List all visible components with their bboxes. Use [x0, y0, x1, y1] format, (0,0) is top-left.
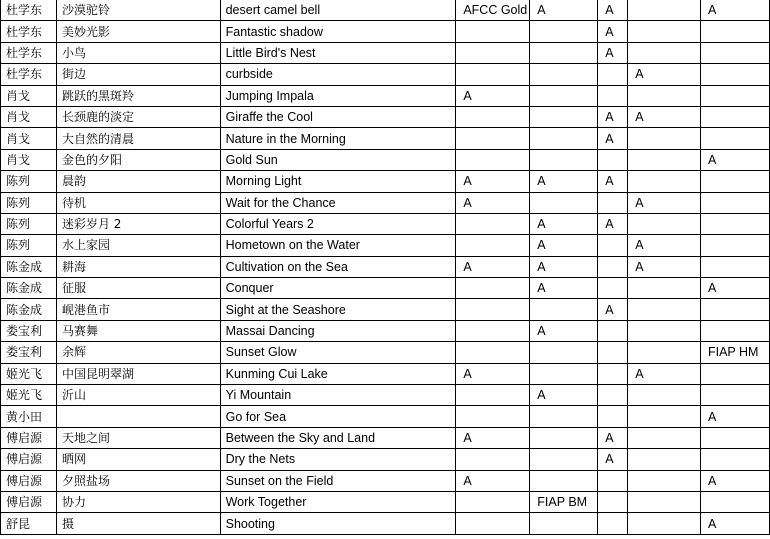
english-title-cell: Sunset on the Field — [220, 470, 456, 491]
chinese-title-cell: 岘港鱼市 — [56, 299, 220, 320]
award-3-cell — [598, 513, 628, 534]
table-row — [1, 171, 770, 192]
award-2-cell — [530, 427, 598, 448]
award-1-cell — [456, 235, 530, 256]
table-row — [1, 106, 770, 127]
author-cell: 傅启源 — [1, 427, 57, 448]
award-1-cell — [456, 385, 530, 406]
award-5-cell: A — [700, 278, 769, 299]
award-1-cell: A — [456, 470, 530, 491]
english-title-cell: Giraffe the Cool — [220, 106, 456, 127]
award-1-cell: AFCC Gold — [456, 0, 530, 21]
author-cell: 杜学东 — [1, 64, 57, 85]
award-2-cell — [530, 513, 598, 534]
award-3-cell — [598, 406, 628, 427]
award-1-cell — [456, 299, 530, 320]
award-4-cell — [628, 406, 701, 427]
chinese-title-cell: 余辉 — [56, 342, 220, 363]
award-1-cell: A — [456, 171, 530, 192]
author-cell: 陈列 — [1, 192, 57, 213]
table-row — [1, 0, 770, 21]
award-1-cell — [456, 128, 530, 149]
english-title-cell: Little Bird's Nest — [220, 42, 456, 63]
award-4-cell — [628, 491, 701, 512]
english-title-cell: Massai Dancing — [220, 320, 456, 341]
award-5-cell — [700, 21, 769, 42]
award-5-cell — [700, 385, 769, 406]
award-4-cell — [628, 85, 701, 106]
award-3-cell — [598, 491, 628, 512]
english-title-cell: Nature in the Morning — [220, 128, 456, 149]
award-3-cell — [598, 192, 628, 213]
award-4-cell — [628, 42, 701, 63]
chinese-title-cell: 街边 — [56, 64, 220, 85]
award-1-cell — [456, 149, 530, 170]
table-row — [1, 406, 770, 427]
author-cell: 陈列 — [1, 235, 57, 256]
award-4-cell — [628, 278, 701, 299]
author-cell: 傅启源 — [1, 470, 57, 491]
award-2-cell: A — [530, 235, 598, 256]
award-4-cell: A — [628, 64, 701, 85]
award-2-cell — [530, 106, 598, 127]
award-5-cell: FIAP HM — [700, 342, 769, 363]
award-5-cell — [700, 64, 769, 85]
award-3-cell: A — [598, 427, 628, 448]
award-4-cell — [628, 0, 701, 21]
award-2-cell: A — [530, 0, 598, 21]
award-3-cell: A — [598, 171, 628, 192]
author-cell: 娄宝利 — [1, 320, 57, 341]
chinese-title-cell: 迷彩岁月 2 — [56, 213, 220, 234]
chinese-title-cell: 晨韵 — [56, 171, 220, 192]
award-4-cell — [628, 427, 701, 448]
table-row — [1, 449, 770, 470]
author-cell: 傅启源 — [1, 491, 57, 512]
english-title-cell: Dry the Nets — [220, 449, 456, 470]
award-1-cell — [456, 21, 530, 42]
author-cell: 娄宝利 — [1, 342, 57, 363]
award-1-cell — [456, 213, 530, 234]
award-1-cell — [456, 342, 530, 363]
author-cell: 陈列 — [1, 213, 57, 234]
award-1-cell: A — [456, 256, 530, 277]
english-title-cell: Wait for the Chance — [220, 192, 456, 213]
award-5-cell: A — [700, 406, 769, 427]
award-5-cell — [700, 363, 769, 384]
award-1-cell: A — [456, 192, 530, 213]
table-row — [1, 192, 770, 213]
table-row — [1, 256, 770, 277]
chinese-title-cell: 晒网 — [56, 449, 220, 470]
author-cell: 肖戈 — [1, 106, 57, 127]
chinese-title-cell — [56, 406, 220, 427]
award-3-cell — [598, 470, 628, 491]
award-1-cell — [456, 320, 530, 341]
chinese-title-cell: 沙漠驼铃 — [56, 0, 220, 21]
table-row — [1, 427, 770, 448]
table-row — [1, 42, 770, 63]
award-2-cell — [530, 449, 598, 470]
award-4-cell — [628, 385, 701, 406]
author-cell: 陈列 — [1, 171, 57, 192]
chinese-title-cell: 中国昆明翠湖 — [56, 363, 220, 384]
chinese-title-cell: 耕海 — [56, 256, 220, 277]
award-3-cell: A — [598, 21, 628, 42]
award-2-cell — [530, 406, 598, 427]
award-3-cell — [598, 64, 628, 85]
award-5-cell — [700, 85, 769, 106]
award-1-cell: A — [456, 363, 530, 384]
table-row — [1, 299, 770, 320]
author-cell: 姬光飞 — [1, 363, 57, 384]
author-cell: 黄小田 — [1, 406, 57, 427]
award-1-cell — [456, 106, 530, 127]
award-3-cell: A — [598, 106, 628, 127]
english-title-cell: Shooting — [220, 513, 456, 534]
chinese-title-cell: 马赛舞 — [56, 320, 220, 341]
table-row — [1, 513, 770, 534]
award-2-cell: A — [530, 171, 598, 192]
author-cell: 肖戈 — [1, 85, 57, 106]
award-4-cell: A — [628, 256, 701, 277]
award-4-cell — [628, 171, 701, 192]
award-5-cell — [700, 427, 769, 448]
award-5-cell — [700, 491, 769, 512]
award-5-cell — [700, 213, 769, 234]
award-5-cell: A — [700, 470, 769, 491]
table-row — [1, 491, 770, 512]
table-row — [1, 470, 770, 491]
author-cell: 陈金成 — [1, 256, 57, 277]
award-5-cell — [700, 449, 769, 470]
award-3-cell — [598, 385, 628, 406]
award-1-cell — [456, 513, 530, 534]
award-1-cell: A — [456, 427, 530, 448]
author-cell: 杜学东 — [1, 21, 57, 42]
award-5-cell — [700, 42, 769, 63]
award-3-cell — [598, 149, 628, 170]
author-cell: 舒昆 — [1, 513, 57, 534]
award-1-cell — [456, 491, 530, 512]
chinese-title-cell: 待机 — [56, 192, 220, 213]
table-row — [1, 363, 770, 384]
author-cell: 傅启源 — [1, 449, 57, 470]
award-3-cell — [598, 235, 628, 256]
english-title-cell: Yi Mountain — [220, 385, 456, 406]
chinese-title-cell: 跳跃的黑斑羚 — [56, 85, 220, 106]
chinese-title-cell: 小鸟 — [56, 42, 220, 63]
award-3-cell: A — [598, 213, 628, 234]
award-3-cell — [598, 320, 628, 341]
award-3-cell: A — [598, 0, 628, 21]
author-cell: 陈金成 — [1, 278, 57, 299]
author-cell: 肖戈 — [1, 128, 57, 149]
table-row — [1, 64, 770, 85]
award-2-cell — [530, 363, 598, 384]
award-5-cell — [700, 235, 769, 256]
chinese-title-cell: 天地之间 — [56, 427, 220, 448]
award-5-cell — [700, 256, 769, 277]
award-1-cell — [456, 406, 530, 427]
table-row — [1, 128, 770, 149]
chinese-title-cell: 大自然的清晨 — [56, 128, 220, 149]
author-cell: 陈金成 — [1, 299, 57, 320]
author-cell: 姬光飞 — [1, 385, 57, 406]
award-5-cell: A — [700, 149, 769, 170]
english-title-cell: Work Together — [220, 491, 456, 512]
award-1-cell — [456, 42, 530, 63]
award-1-cell — [456, 64, 530, 85]
award-2-cell — [530, 42, 598, 63]
english-title-cell: Kunming Cui Lake — [220, 363, 456, 384]
award-2-cell: A — [530, 256, 598, 277]
award-2-cell: A — [530, 278, 598, 299]
award-2-cell — [530, 299, 598, 320]
award-4-cell: A — [628, 192, 701, 213]
english-title-cell: Morning Light — [220, 171, 456, 192]
award-2-cell — [530, 128, 598, 149]
award-4-cell — [628, 299, 701, 320]
english-title-cell: Conquer — [220, 278, 456, 299]
award-2-cell — [530, 470, 598, 491]
english-title-cell: Colorful Years 2 — [220, 213, 456, 234]
award-5-cell — [700, 171, 769, 192]
english-title-cell: Go for Sea — [220, 406, 456, 427]
english-title-cell: desert camel bell — [220, 0, 456, 21]
chinese-title-cell: 美妙光影 — [56, 21, 220, 42]
award-4-cell: A — [628, 363, 701, 384]
award-5-cell — [700, 128, 769, 149]
author-cell: 杜学东 — [1, 0, 57, 21]
chinese-title-cell: 夕照盐场 — [56, 470, 220, 491]
table-row — [1, 385, 770, 406]
award-4-cell — [628, 21, 701, 42]
award-2-cell: FIAP BM — [530, 491, 598, 512]
award-4-cell — [628, 128, 701, 149]
table-row — [1, 149, 770, 170]
table-row — [1, 320, 770, 341]
award-3-cell: A — [598, 128, 628, 149]
award-5-cell — [700, 299, 769, 320]
award-4-cell — [628, 449, 701, 470]
table-row — [1, 85, 770, 106]
award-5-cell — [700, 192, 769, 213]
table-row — [1, 235, 770, 256]
award-4-cell — [628, 513, 701, 534]
award-4-cell — [628, 342, 701, 363]
table-row — [1, 21, 770, 42]
award-3-cell — [598, 278, 628, 299]
chinese-title-cell: 摄 — [56, 513, 220, 534]
author-cell: 杜学东 — [1, 42, 57, 63]
award-2-cell: A — [530, 213, 598, 234]
award-3-cell — [598, 342, 628, 363]
award-2-cell — [530, 21, 598, 42]
award-5-cell: A — [700, 513, 769, 534]
english-title-cell: Sight at the Seashore — [220, 299, 456, 320]
award-3-cell — [598, 363, 628, 384]
award-4-cell: A — [628, 106, 701, 127]
award-3-cell: A — [598, 42, 628, 63]
chinese-title-cell: 长颈鹿的淡定 — [56, 106, 220, 127]
author-cell: 肖戈 — [1, 149, 57, 170]
english-title-cell: Cultivation on the Sea — [220, 256, 456, 277]
award-2-cell — [530, 85, 598, 106]
award-2-cell — [530, 64, 598, 85]
english-title-cell: Fantastic shadow — [220, 21, 456, 42]
award-2-cell — [530, 192, 598, 213]
award-4-cell: A — [628, 235, 701, 256]
award-5-cell — [700, 320, 769, 341]
table-row — [1, 213, 770, 234]
english-title-cell: Sunset Glow — [220, 342, 456, 363]
english-title-cell: Hometown on the Water — [220, 235, 456, 256]
english-title-cell: Gold Sun — [220, 149, 456, 170]
award-4-cell — [628, 470, 701, 491]
table-row — [1, 278, 770, 299]
chinese-title-cell: 协力 — [56, 491, 220, 512]
award-3-cell: A — [598, 299, 628, 320]
english-title-cell: Between the Sky and Land — [220, 427, 456, 448]
award-1-cell — [456, 278, 530, 299]
award-5-cell: A — [700, 0, 769, 21]
table-row — [1, 342, 770, 363]
award-3-cell: A — [598, 449, 628, 470]
award-4-cell — [628, 149, 701, 170]
award-2-cell — [530, 149, 598, 170]
award-3-cell — [598, 85, 628, 106]
award-2-cell: A — [530, 385, 598, 406]
award-4-cell — [628, 213, 701, 234]
english-title-cell: Jumping Impala — [220, 85, 456, 106]
chinese-title-cell: 金色的夕阳 — [56, 149, 220, 170]
chinese-title-cell: 水上家园 — [56, 235, 220, 256]
award-1-cell: A — [456, 85, 530, 106]
chinese-title-cell: 征服 — [56, 278, 220, 299]
award-3-cell — [598, 256, 628, 277]
award-5-cell — [700, 106, 769, 127]
award-1-cell — [456, 449, 530, 470]
award-2-cell: A — [530, 320, 598, 341]
chinese-title-cell: 沂山 — [56, 385, 220, 406]
table-body — [1, 0, 770, 534]
award-4-cell — [628, 320, 701, 341]
award-2-cell — [530, 342, 598, 363]
english-title-cell: curbside — [220, 64, 456, 85]
